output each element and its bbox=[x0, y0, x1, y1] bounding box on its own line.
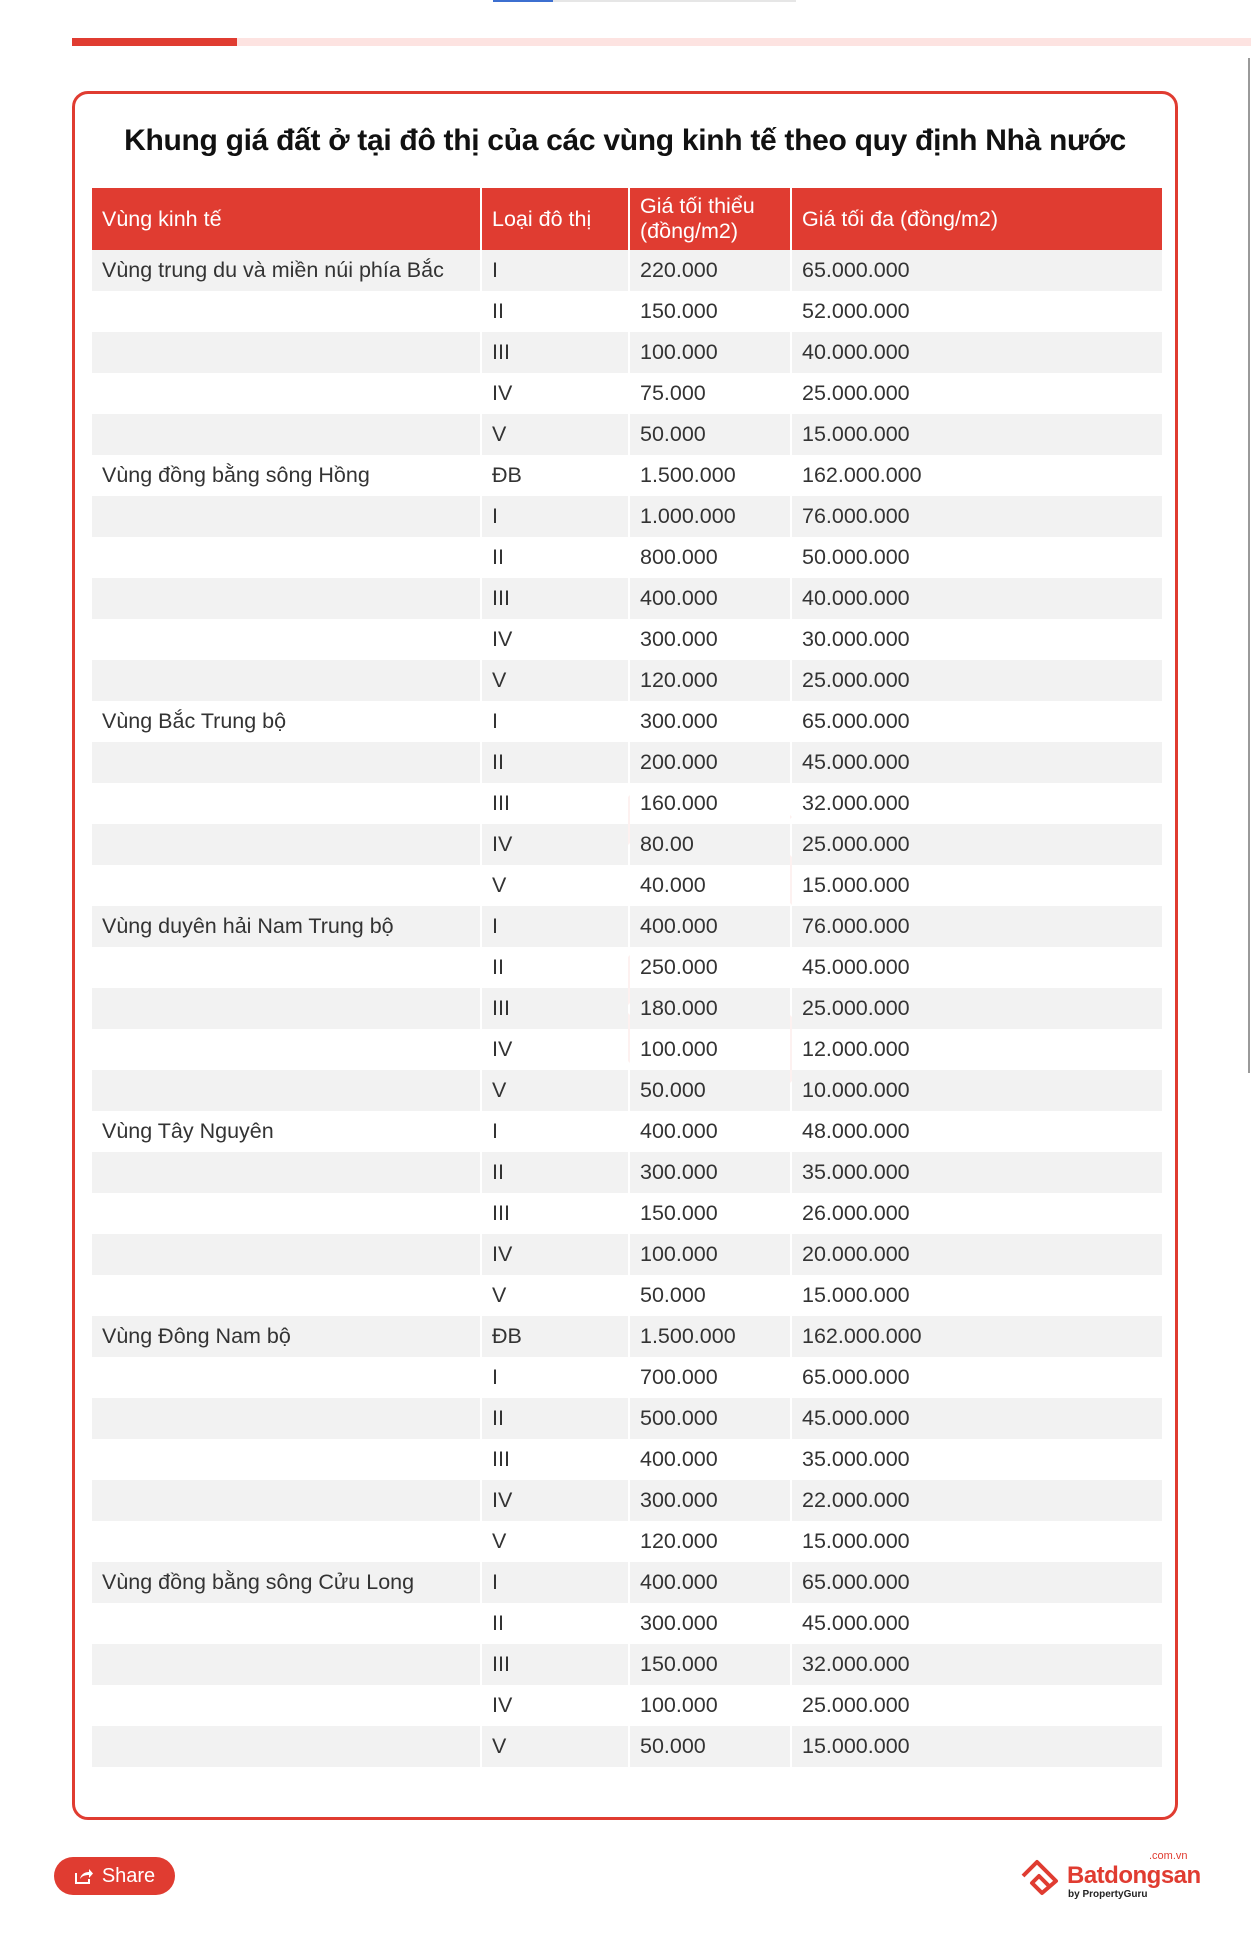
cell-min-price: 75.000 bbox=[630, 373, 790, 414]
table-row bbox=[92, 496, 1162, 537]
cell-urban-type: I bbox=[482, 1111, 628, 1152]
cell-economic-region bbox=[92, 1357, 480, 1398]
brand-name: Batdongsan bbox=[1067, 1862, 1201, 1889]
cell-urban-type: IV bbox=[482, 1480, 628, 1521]
cell-urban-type: II bbox=[482, 1398, 628, 1439]
table-row bbox=[92, 455, 1162, 496]
cell-max-price: 76.000.000 bbox=[792, 496, 1162, 537]
cell-max-price: 35.000.000 bbox=[792, 1152, 1162, 1193]
price-table-card bbox=[72, 91, 1178, 1820]
cell-economic-region: Vùng duyên hải Nam Trung bộ bbox=[92, 906, 480, 947]
table-row bbox=[92, 701, 1162, 742]
scrollbar[interactable] bbox=[1248, 58, 1250, 1073]
cell-min-price: 160.000 bbox=[630, 783, 790, 824]
table-row bbox=[92, 1562, 1162, 1603]
cell-economic-region: Vùng Bắc Trung bộ bbox=[92, 701, 480, 742]
cell-urban-type: II bbox=[482, 291, 628, 332]
cell-economic-region bbox=[92, 578, 480, 619]
cell-max-price: 25.000.000 bbox=[792, 660, 1162, 701]
table-row bbox=[92, 1029, 1162, 1070]
header-max-price: Giá tối đa (đồng/m2) bbox=[792, 188, 1162, 250]
cell-min-price: 300.000 bbox=[630, 701, 790, 742]
cell-economic-region bbox=[92, 332, 480, 373]
cell-min-price: 180.000 bbox=[630, 988, 790, 1029]
cell-min-price: 220.000 bbox=[630, 250, 790, 291]
cell-max-price: 40.000.000 bbox=[792, 578, 1162, 619]
top-tab-strip bbox=[493, 0, 796, 2]
table-row bbox=[92, 250, 1162, 291]
cell-max-price: 25.000.000 bbox=[792, 988, 1162, 1029]
cell-min-price: 50.000 bbox=[630, 1275, 790, 1316]
cell-max-price: 32.000.000 bbox=[792, 783, 1162, 824]
brand-domain: .com.vn bbox=[1149, 1850, 1188, 1862]
cell-min-price: 50.000 bbox=[630, 1070, 790, 1111]
table-row bbox=[92, 1685, 1162, 1726]
cell-economic-region bbox=[92, 1398, 480, 1439]
cell-min-price: 500.000 bbox=[630, 1398, 790, 1439]
cell-max-price: 65.000.000 bbox=[792, 250, 1162, 291]
table-row bbox=[92, 1357, 1162, 1398]
cell-economic-region bbox=[92, 373, 480, 414]
cell-urban-type: III bbox=[482, 783, 628, 824]
cell-economic-region bbox=[92, 660, 480, 701]
cell-economic-region bbox=[92, 742, 480, 783]
cell-max-price: 65.000.000 bbox=[792, 701, 1162, 742]
cell-min-price: 300.000 bbox=[630, 619, 790, 660]
reading-progress-fill bbox=[72, 38, 237, 46]
cell-min-price: 1.500.000 bbox=[630, 1316, 790, 1357]
cell-max-price: 35.000.000 bbox=[792, 1439, 1162, 1480]
cell-min-price: 200.000 bbox=[630, 742, 790, 783]
cell-urban-type: IV bbox=[482, 373, 628, 414]
cell-urban-type: II bbox=[482, 947, 628, 988]
cell-min-price: 100.000 bbox=[630, 1685, 790, 1726]
header-min-price: Giá tối thiểu (đồng/m2) bbox=[630, 188, 790, 250]
table-row bbox=[92, 865, 1162, 906]
table-row bbox=[92, 1521, 1162, 1562]
cell-min-price: 100.000 bbox=[630, 332, 790, 373]
cell-max-price: 40.000.000 bbox=[792, 332, 1162, 373]
table-row bbox=[92, 1726, 1162, 1767]
cell-economic-region bbox=[92, 1521, 480, 1562]
cell-economic-region bbox=[92, 1644, 480, 1685]
table-row bbox=[92, 1439, 1162, 1480]
table-row bbox=[92, 1480, 1162, 1521]
cell-max-price: 65.000.000 bbox=[792, 1357, 1162, 1398]
cell-urban-type: V bbox=[482, 414, 628, 455]
table-row bbox=[92, 1398, 1162, 1439]
cell-urban-type: V bbox=[482, 1521, 628, 1562]
cell-max-price: 12.000.000 bbox=[792, 1029, 1162, 1070]
cell-min-price: 800.000 bbox=[630, 537, 790, 578]
cell-economic-region: Vùng Tây Nguyên bbox=[92, 1111, 480, 1152]
cell-urban-type: IV bbox=[482, 1029, 628, 1070]
cell-economic-region bbox=[92, 1439, 480, 1480]
cell-urban-type: III bbox=[482, 1193, 628, 1234]
cell-max-price: 162.000.000 bbox=[792, 455, 1162, 496]
cell-economic-region bbox=[92, 1070, 480, 1111]
cell-min-price: 400.000 bbox=[630, 1111, 790, 1152]
cell-urban-type: I bbox=[482, 906, 628, 947]
cell-max-price: 45.000.000 bbox=[792, 742, 1162, 783]
cell-economic-region bbox=[92, 1726, 480, 1767]
cell-min-price: 50.000 bbox=[630, 1726, 790, 1767]
cell-urban-type: ĐB bbox=[482, 455, 628, 496]
cell-urban-type: I bbox=[482, 1562, 628, 1603]
cell-max-price: 25.000.000 bbox=[792, 373, 1162, 414]
table-row bbox=[92, 373, 1162, 414]
table-row bbox=[92, 906, 1162, 947]
table-row bbox=[92, 1603, 1162, 1644]
table-row bbox=[92, 619, 1162, 660]
cell-economic-region bbox=[92, 537, 480, 578]
cell-min-price: 120.000 bbox=[630, 660, 790, 701]
table-row bbox=[92, 1193, 1162, 1234]
batdongsan-logo-icon bbox=[1020, 1858, 1060, 1896]
cell-economic-region bbox=[92, 1480, 480, 1521]
cell-max-price: 25.000.000 bbox=[792, 824, 1162, 865]
table-row bbox=[92, 332, 1162, 373]
cell-economic-region bbox=[92, 619, 480, 660]
table-row bbox=[92, 1316, 1162, 1357]
share-button[interactable] bbox=[54, 1857, 175, 1895]
cell-min-price: 400.000 bbox=[630, 906, 790, 947]
table-row bbox=[92, 988, 1162, 1029]
cell-economic-region bbox=[92, 414, 480, 455]
table-row bbox=[92, 1275, 1162, 1316]
table-row bbox=[92, 783, 1162, 824]
top-tab-active-indicator bbox=[493, 0, 553, 2]
table-body bbox=[92, 250, 1162, 1767]
cell-economic-region bbox=[92, 1685, 480, 1726]
cell-min-price: 120.000 bbox=[630, 1521, 790, 1562]
cell-min-price: 1.000.000 bbox=[630, 496, 790, 537]
table-row bbox=[92, 291, 1162, 332]
cell-max-price: 45.000.000 bbox=[792, 1398, 1162, 1439]
cell-urban-type: IV bbox=[482, 1685, 628, 1726]
cell-urban-type: V bbox=[482, 1070, 628, 1111]
share-button-label: Share bbox=[101, 1864, 156, 1887]
cell-min-price: 100.000 bbox=[630, 1234, 790, 1275]
cell-economic-region bbox=[92, 291, 480, 332]
table-row bbox=[92, 1234, 1162, 1275]
cell-min-price: 1.500.000 bbox=[630, 455, 790, 496]
cell-economic-region bbox=[92, 1152, 480, 1193]
cell-max-price: 22.000.000 bbox=[792, 1480, 1162, 1521]
cell-urban-type: ĐB bbox=[482, 1316, 628, 1357]
land-price-table bbox=[90, 188, 1164, 1767]
cell-max-price: 15.000.000 bbox=[792, 1726, 1162, 1767]
cell-urban-type: V bbox=[482, 865, 628, 906]
cell-urban-type: I bbox=[482, 701, 628, 742]
cell-economic-region bbox=[92, 865, 480, 906]
cell-urban-type: V bbox=[482, 1726, 628, 1767]
cell-urban-type: I bbox=[482, 1357, 628, 1398]
cell-economic-region: Vùng Đông Nam bộ bbox=[92, 1316, 480, 1357]
cell-urban-type: V bbox=[482, 1275, 628, 1316]
table-row bbox=[92, 824, 1162, 865]
cell-min-price: 80.00 bbox=[630, 824, 790, 865]
cell-max-price: 15.000.000 bbox=[792, 865, 1162, 906]
cell-max-price: 20.000.000 bbox=[792, 1234, 1162, 1275]
cell-economic-region bbox=[92, 1029, 480, 1070]
cell-max-price: 45.000.000 bbox=[792, 1603, 1162, 1644]
cell-economic-region: Vùng trung du và miền núi phía Bắc bbox=[92, 250, 480, 291]
cell-economic-region: Vùng đồng bằng sông Cửu Long bbox=[92, 1562, 480, 1603]
cell-max-price: 65.000.000 bbox=[792, 1562, 1162, 1603]
header-economic-region: Vùng kinh tế bbox=[92, 188, 480, 250]
cell-max-price: 76.000.000 bbox=[792, 906, 1162, 947]
cell-urban-type: III bbox=[482, 1439, 628, 1480]
table-row bbox=[92, 1152, 1162, 1193]
cell-economic-region bbox=[92, 824, 480, 865]
cell-max-price: 162.000.000 bbox=[792, 1316, 1162, 1357]
cell-economic-region bbox=[92, 1603, 480, 1644]
cell-urban-type: II bbox=[482, 742, 628, 783]
cell-economic-region bbox=[92, 947, 480, 988]
cell-economic-region bbox=[92, 1193, 480, 1234]
cell-urban-type: II bbox=[482, 537, 628, 578]
table-title: Khung giá đất ở tại đô thị của các vùng kinh tế theo quy định Nhà nước bbox=[124, 124, 1126, 157]
cell-economic-region bbox=[92, 1234, 480, 1275]
table-row bbox=[92, 1111, 1162, 1152]
cell-economic-region bbox=[92, 1275, 480, 1316]
cell-max-price: 15.000.000 bbox=[792, 414, 1162, 455]
cell-max-price: 26.000.000 bbox=[792, 1193, 1162, 1234]
cell-urban-type: IV bbox=[482, 619, 628, 660]
cell-urban-type: II bbox=[482, 1152, 628, 1193]
table-row bbox=[92, 1644, 1162, 1685]
cell-urban-type: IV bbox=[482, 824, 628, 865]
cell-min-price: 700.000 bbox=[630, 1357, 790, 1398]
table-row bbox=[92, 1070, 1162, 1111]
cell-max-price: 32.000.000 bbox=[792, 1644, 1162, 1685]
reading-progress-bar bbox=[72, 38, 1251, 46]
table-row bbox=[92, 660, 1162, 701]
cell-urban-type: IV bbox=[482, 1234, 628, 1275]
cell-min-price: 150.000 bbox=[630, 291, 790, 332]
cell-urban-type: II bbox=[482, 1603, 628, 1644]
table-row bbox=[92, 414, 1162, 455]
brand-logo[interactable] bbox=[1020, 1850, 1200, 1900]
table-row bbox=[92, 578, 1162, 619]
cell-min-price: 50.000 bbox=[630, 414, 790, 455]
cell-min-price: 300.000 bbox=[630, 1152, 790, 1193]
brand-byline: by PropertyGuru bbox=[1068, 1889, 1148, 1900]
cell-max-price: 52.000.000 bbox=[792, 291, 1162, 332]
cell-urban-type: I bbox=[482, 250, 628, 291]
cell-economic-region bbox=[92, 496, 480, 537]
cell-max-price: 15.000.000 bbox=[792, 1521, 1162, 1562]
cell-min-price: 250.000 bbox=[630, 947, 790, 988]
cell-min-price: 400.000 bbox=[630, 1562, 790, 1603]
cell-min-price: 400.000 bbox=[630, 578, 790, 619]
cell-economic-region bbox=[92, 783, 480, 824]
cell-urban-type: III bbox=[482, 332, 628, 373]
table-row bbox=[92, 947, 1162, 988]
cell-min-price: 150.000 bbox=[630, 1193, 790, 1234]
cell-max-price: 30.000.000 bbox=[792, 619, 1162, 660]
cell-min-price: 100.000 bbox=[630, 1029, 790, 1070]
cell-urban-type: I bbox=[482, 496, 628, 537]
cell-max-price: 45.000.000 bbox=[792, 947, 1162, 988]
table-row bbox=[92, 537, 1162, 578]
cell-max-price: 48.000.000 bbox=[792, 1111, 1162, 1152]
cell-min-price: 300.000 bbox=[630, 1480, 790, 1521]
cell-min-price: 400.000 bbox=[630, 1439, 790, 1480]
cell-max-price: 50.000.000 bbox=[792, 537, 1162, 578]
share-icon bbox=[74, 1867, 94, 1885]
cell-max-price: 10.000.000 bbox=[792, 1070, 1162, 1111]
cell-urban-type: III bbox=[482, 988, 628, 1029]
cell-min-price: 300.000 bbox=[630, 1603, 790, 1644]
cell-max-price: 25.000.000 bbox=[792, 1685, 1162, 1726]
cell-economic-region bbox=[92, 988, 480, 1029]
table-header-row bbox=[92, 188, 1162, 250]
header-urban-type: Loại đô thị bbox=[482, 188, 628, 250]
cell-max-price: 15.000.000 bbox=[792, 1275, 1162, 1316]
cell-min-price: 40.000 bbox=[630, 865, 790, 906]
cell-urban-type: V bbox=[482, 660, 628, 701]
table-row bbox=[92, 742, 1162, 783]
cell-min-price: 150.000 bbox=[630, 1644, 790, 1685]
cell-urban-type: III bbox=[482, 1644, 628, 1685]
cell-urban-type: III bbox=[482, 578, 628, 619]
cell-economic-region: Vùng đồng bằng sông Hồng bbox=[92, 455, 480, 496]
